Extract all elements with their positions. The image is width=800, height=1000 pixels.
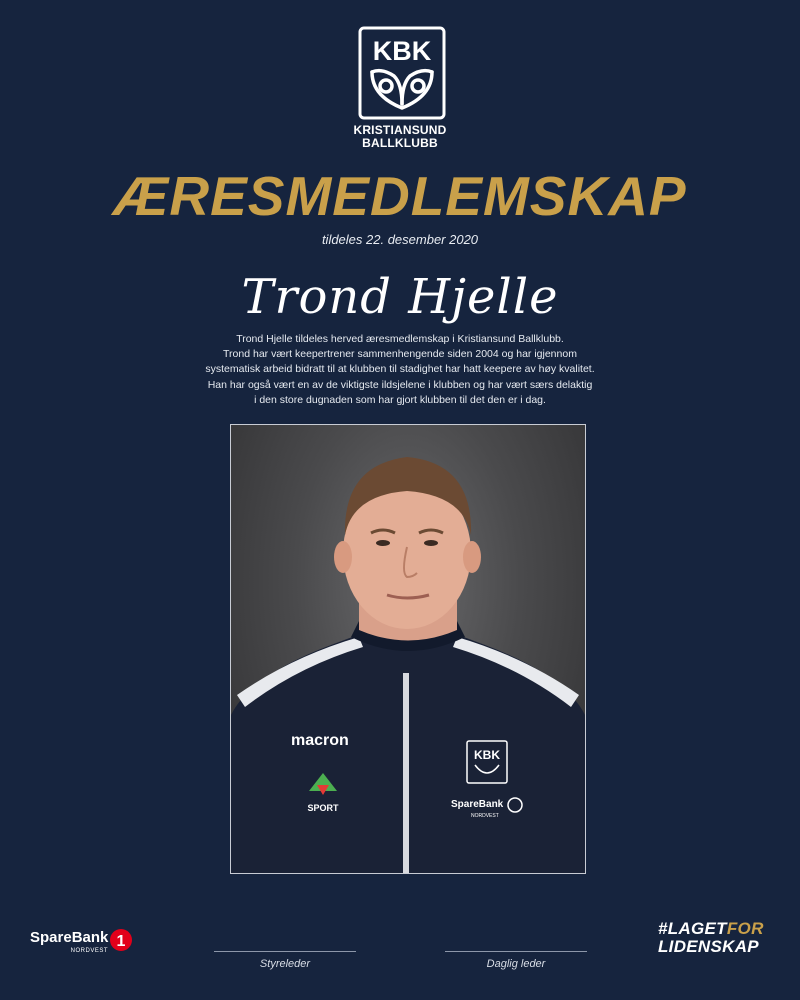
club-name-line2: BALLKLUBB [362,136,438,150]
club-logo-text: KBK [372,36,432,66]
club-name [300,124,500,150]
signature-line-chair [214,951,356,952]
sponsor-sub: NORDVEST [70,948,108,954]
description-line: Trond har vært keepertrener sammenhengende siden 2004 og har igjennom [223,348,577,361]
description-line: Han har også vært en av de viktigste ildsjelene i klubben og har vært særs delaktig [207,378,593,391]
description-line: i den store dugnaden som har gjort klubben til det den er i dag. [254,393,546,406]
description-line: systematisk arbeid bidratt til at klubben til stadighet har hatt keepere av høy kvalitet. [205,363,595,376]
signature-label-chair: Styreleder [259,958,311,970]
jacket-sponsor: SpareBank [451,799,504,810]
signature-line-manager [445,951,587,952]
award-date: tildeles 22. desember 2020 [321,232,479,247]
owl-icon [372,71,432,108]
jacket-sponsor-sub: NORDVEST [471,813,499,819]
slogan-part1: #LAGET [658,919,727,938]
page-title: ÆRESMEDLEMSKAP [113,165,687,227]
description-line: Trond Hjelle tildeles herved æresmedlemskap i Kristiansund Ballklubb. [236,333,564,345]
signature-label-manager: Daglig leder [486,958,546,970]
sponsor-number: 1 [116,933,126,950]
sport-badge-text: SPORT [307,803,339,813]
jacket-brand: macron [291,732,349,749]
sponsor-name: SpareBank [30,929,109,946]
slogan [658,920,788,956]
portrait-photo [230,424,586,874]
award-description [150,332,650,408]
club-logo [358,26,446,120]
slogan-part2: FOR [726,919,764,938]
jacket-logo-text: KBK [474,748,500,762]
sponsor-logo [30,925,140,957]
club-name-line1: KRISTIANSUND [353,123,447,137]
slogan-part3: LIDENSKAP [658,937,759,956]
recipient-name: Trond Hjelle [241,269,559,325]
